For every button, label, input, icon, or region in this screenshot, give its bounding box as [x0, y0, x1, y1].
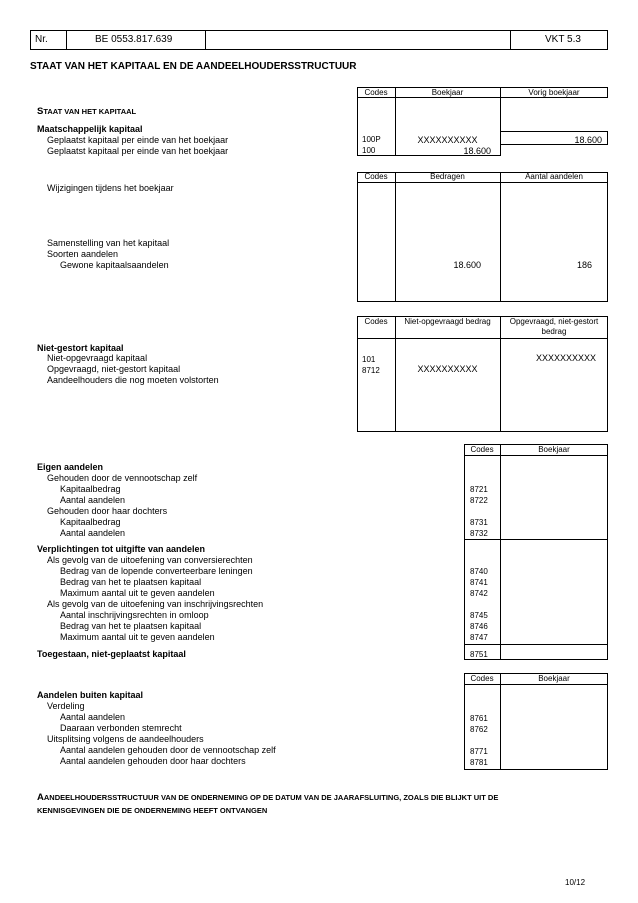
col-current-year-header: Boekjaar [538, 445, 570, 454]
row-label: Maximum aantal uit te geven aandelen [60, 632, 215, 642]
row-label: Opgevraagd, niet-gestort kapitaal [47, 364, 181, 374]
row-label: Geplaatst kapitaal per einde van het boekjaar [47, 135, 229, 145]
row-code: 8751 [470, 650, 488, 659]
row-label: Geplaatst kapitaal per einde van het boekjaar [47, 146, 229, 156]
shareholder-heading-line1: ANDEELHOUDERSSTRUCTUUR VAN DE ONDERNEMING OP DE DATUM VAN DE JAARAFSLUITING, ZOALS DIE BLIJKT UIT DE [43, 793, 499, 802]
section-heading-rest: TAAT VAN HET KAPITAAL [43, 107, 137, 116]
col-shares-header: Aantal aandelen [525, 172, 583, 181]
col-uncalled-header: Niet-opgevraagd bedrag [404, 317, 491, 326]
row-label: Aantal inschrijvingsrechten in omloop [60, 610, 209, 620]
row-code: 8740 [470, 567, 488, 576]
row-current-value: 18.600 [463, 146, 491, 156]
table5-divider [500, 673, 501, 770]
authorized-capital-label: Toegestaan, niet-geplaatst kapitaal [37, 649, 186, 659]
shareholder-heading-first-letter: A [37, 792, 44, 803]
changes-label: Wijzigingen tijdens het boekjaar [47, 183, 174, 193]
subscription-label: Als gevolg van de uitoefening van inschrijvingsrechten [47, 599, 264, 609]
table4-header-line [464, 455, 608, 456]
table2-divider [500, 172, 501, 302]
subsection-heading: Niet-gestort kapitaal [37, 343, 124, 353]
col-codes-header: Codes [364, 172, 388, 181]
row-code: 8747 [470, 633, 488, 642]
col-codes-header: Codes [470, 674, 494, 683]
row-label: Gewone kapitaalsaandelen [60, 260, 169, 270]
row-label: Aantal aandelen gehouden door de vennootschap zelf [60, 745, 276, 755]
col-codes-header: Codes [364, 317, 388, 326]
col-previous-year-header: Vorig boekjaar [528, 88, 580, 97]
row-label: Kapitaalbedrag [60, 484, 121, 494]
form-code: VKT 5.3 [545, 34, 581, 45]
row-label: Aantal aandelen [60, 495, 126, 505]
row-code: 100P [362, 135, 381, 144]
shareholder-heading-line2: KENNISGEVINGEN DIE DE ONDERNEMING HEEFT ONTVANGEN [37, 806, 268, 815]
row-code: 8732 [470, 529, 488, 538]
col-amounts-header: Bedragen [430, 172, 465, 181]
row-code: 8762 [470, 725, 488, 734]
company-number: BE 0553.817.639 [95, 34, 173, 45]
section-heading [37, 104, 136, 118]
row-current-value: XXXXXXXXXX [417, 135, 478, 145]
row-code: 8722 [470, 496, 488, 505]
header-divider [205, 30, 206, 50]
row-code: 8771 [470, 747, 488, 756]
row-label: Kapitaalbedrag [60, 517, 121, 527]
row-label: Aantal aandelen [60, 528, 126, 538]
conversion-label: Als gevolg van de uitoefening van conversierechten [47, 555, 253, 565]
row-code: 8746 [470, 622, 488, 631]
kinds-label: Soorten aandelen [47, 249, 119, 259]
row-amount: 18.600 [453, 260, 481, 270]
own-shares-heading: Eigen aandelen [37, 462, 104, 472]
row-label: Aandeelhouders die nog moeten volstorten [47, 375, 219, 385]
subsection-heading: Maatschappelijk kapitaal [37, 124, 143, 134]
row-label: Aantal aandelen gehouden door haar dochters [60, 756, 246, 766]
shares-outside-capital-heading: Aandelen buiten kapitaal [37, 690, 144, 700]
row-uncalled-value: XXXXXXXXXX [417, 364, 478, 374]
row-code: 8731 [470, 518, 488, 527]
page-title: STAAT VAN HET KAPITAAL EN DE AANDEELHOUDERSSTRUCTUUR [30, 61, 357, 72]
col-codes-header: Codes [364, 88, 388, 97]
row-code: 8761 [470, 714, 488, 723]
distribution-label: Verdeling [47, 701, 85, 711]
col-called-header-line2: bedrag [541, 327, 567, 336]
row-code: 8742 [470, 589, 488, 598]
table2-divider [395, 172, 396, 302]
row-label: Aantal aandelen [60, 712, 126, 722]
table4-rowline [464, 539, 608, 540]
row-called-value: XXXXXXXXXX [535, 353, 596, 363]
row-code: 8712 [362, 366, 380, 375]
section-first-letter: S [37, 106, 44, 117]
row-code: 8721 [470, 485, 488, 494]
row-shares: 186 [576, 260, 592, 270]
table3-divider [395, 316, 396, 432]
col-codes-header: Codes [470, 445, 494, 454]
col-current-year-header: Boekjaar [431, 88, 464, 97]
table5-header-line [464, 684, 608, 685]
row-code: 8781 [470, 758, 488, 767]
row-code: 8745 [470, 611, 488, 620]
row-code: 101 [362, 355, 376, 364]
col-called-header: Opgevraagd, niet-gestort [509, 317, 599, 326]
row-label: Bedrag van het te plaatsen kapitaal [60, 621, 202, 631]
page-number: 10/12 [565, 878, 586, 887]
breakdown-label: Uitsplitsing volgens de aandeelhouders [47, 734, 204, 744]
header-divider [66, 30, 67, 50]
row-code: 8741 [470, 578, 488, 587]
table1-divider [357, 98, 358, 155]
table4-divider [500, 444, 501, 660]
row-label: Daaraan verbonden stemrecht [60, 723, 182, 733]
row-label: Niet-opgevraagd kapitaal [47, 353, 148, 363]
row-previous-value: 18.600 [574, 135, 602, 145]
table4-rowline [464, 644, 608, 645]
row-label: Bedrag van de lopende converteerbare leningen [60, 566, 253, 576]
shareholder-structure-heading [37, 790, 498, 804]
composition-label: Samenstelling van het kapitaal [47, 238, 170, 248]
row-label: Maximum aantal uit te geven aandelen [60, 588, 215, 598]
row-code: 100 [362, 146, 376, 155]
header-divider [510, 30, 511, 50]
row-label: Bedrag van het te plaatsen kapitaal [60, 577, 202, 587]
nr-label: Nr. [35, 34, 48, 45]
obligations-heading: Verplichtingen tot uitgifte van aandelen [37, 544, 206, 554]
by-company-label: Gehouden door de vennootschap zelf [47, 473, 198, 483]
col-current-year-header: Boekjaar [538, 674, 570, 683]
by-subsidiaries-label: Gehouden door haar dochters [47, 506, 168, 516]
